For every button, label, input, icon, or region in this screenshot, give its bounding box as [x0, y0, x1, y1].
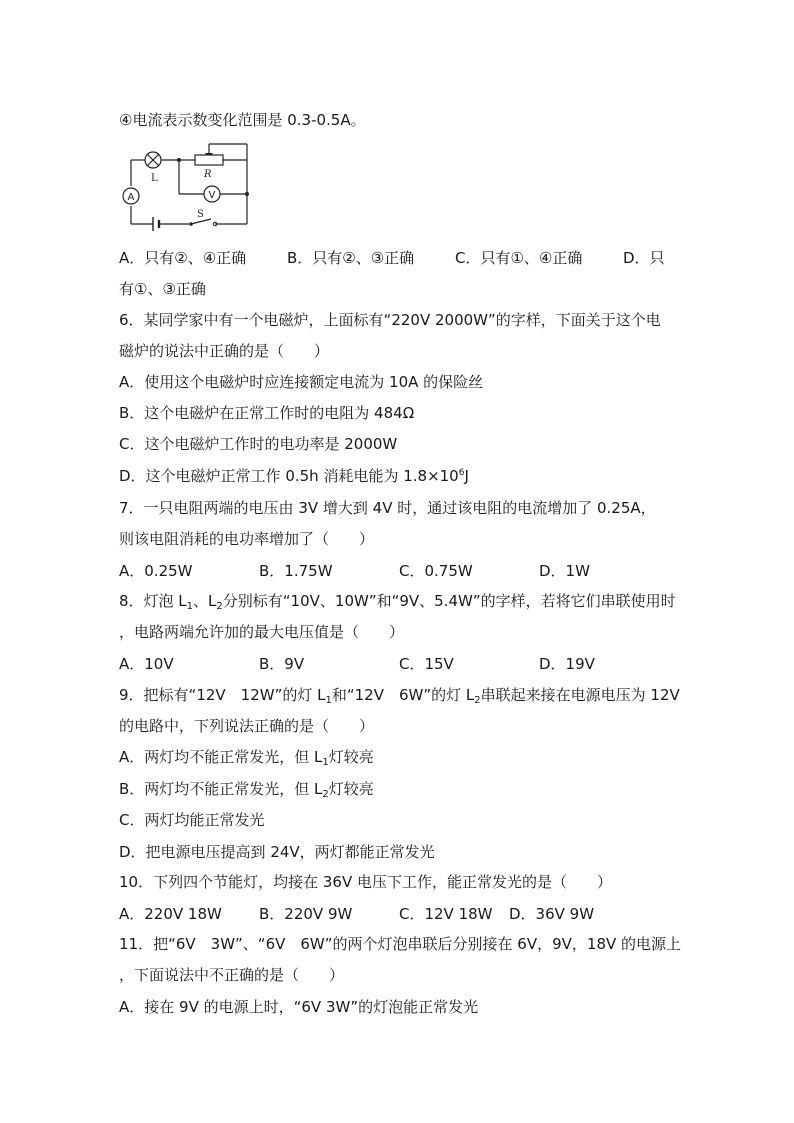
voltmeter-label: V: [208, 190, 216, 201]
q6-stem-line2: 磁炉的说法中正确的是（ ）: [119, 342, 330, 360]
rheostat-symbol: [195, 155, 223, 165]
q7-option-b: B．1.75W: [259, 562, 333, 580]
q10-option-b: B．220V 9W: [259, 905, 353, 923]
lamp-label: L: [151, 173, 158, 184]
q8-option-b: B．9V: [259, 655, 305, 673]
q6-option-d: D．这个电磁炉正常工作 0.5h 消耗电能为 $1.8\times 10^6J$: [119, 467, 469, 485]
q5-option-a: A．只有②、④正确: [119, 249, 247, 267]
q7-option-c: C．0.75W: [399, 562, 473, 580]
q9-option-a: A．两灯均不能正常发光，但 $L_1$灯较亮: [119, 748, 374, 768]
switch-label: S: [197, 209, 204, 220]
q8-stem-line2: ，电路两端允许加的最大电压值是（ ）: [119, 623, 405, 641]
q9-option-c: C．两灯均能正常发光: [119, 811, 265, 829]
q10-option-c: C．12V 18W: [399, 905, 493, 923]
q11-option-a: A．接在 9V 的电源上时，“6V 3W”的灯泡能正常发光: [119, 998, 479, 1016]
q10-option-d: D．36V 9W: [509, 905, 595, 923]
q7-stem-line1: 7．一只电阻两端的电压由 3V 增大到 4V 时，通过该电阻的电流增加了 0.25A，: [119, 499, 656, 517]
ammeter-label: A: [127, 192, 135, 203]
circuit-diagram: [119, 140, 254, 232]
switch-symbol: [189, 219, 217, 226]
q11-stem-line2: ，下面说法中不正确的是（ ）: [119, 966, 345, 984]
q7-option-a: A．0.25W: [119, 562, 193, 580]
lamp-symbol: [145, 152, 161, 168]
q8-option-c: C．15V: [399, 655, 454, 673]
q6-option-b: B．这个电磁炉在正常工作时的电阻为 484Ω: [119, 404, 415, 422]
q9-stem-line2: 的电路中，下列说法正确的是（ ）: [119, 717, 375, 735]
q7-stem-line2: 则该电阻消耗的电功率增加了（ ）: [119, 530, 375, 548]
q8-option-d: D．19V: [539, 655, 595, 673]
q9-option-b: B．两灯均不能正常发光，但 $L_2$灯较亮: [119, 780, 374, 800]
q9-option-d: D．把电源电压提高到 24V，两灯都能正常发光: [119, 843, 435, 861]
q10-stem: 10．下列四个节能灯，均接在 36V 电压下工作，能正常发光的是（ ）: [119, 873, 612, 891]
q6-stem-line1: 6．某同学家中有一个电磁炉，上面标有“220V 2000W”的字样，下面关于这个电: [119, 311, 661, 329]
q5-item4: ④电流表示数变化范围是 0.3-0.5A。: [119, 111, 366, 129]
q8-option-a: A．10V: [119, 655, 174, 673]
q5-option-d: D．只: [623, 249, 665, 267]
q8-stem-line1: 8．灯泡 $L_1$、$L_2$分别标有“10V、10W”和“9V、5.4W”的字样，若将它们串联使用时: [119, 592, 676, 612]
q11-stem-line1: 11．把“6V 3W”、“6V 6W”的两个灯泡串联后分别接在 6V，9V，18V 的电源上: [119, 935, 682, 953]
battery-symbol: [153, 217, 159, 231]
q6-option-c: C．这个电磁炉工作时的电功率是 2000W: [119, 435, 398, 453]
q5-option-c: C．只有①、④正确: [455, 249, 583, 267]
q7-option-d: D．1W: [539, 562, 590, 580]
q5-option-d-cont: 有①、③正确: [119, 280, 206, 298]
q10-option-a: A．220V 18W: [119, 905, 222, 923]
q6-option-a: A．使用这个电磁炉时应连接额定电流为 10A 的保险丝: [119, 373, 484, 391]
rheostat-label: R: [204, 169, 212, 180]
q5-option-b: B．只有②、③正确: [287, 249, 415, 267]
q9-stem-line1: 9．把标有“12V 12W”的灯 $L_1$和“12V 6W”的灯 $L_2$串联起来接在电源电压为 12V: [119, 686, 680, 706]
